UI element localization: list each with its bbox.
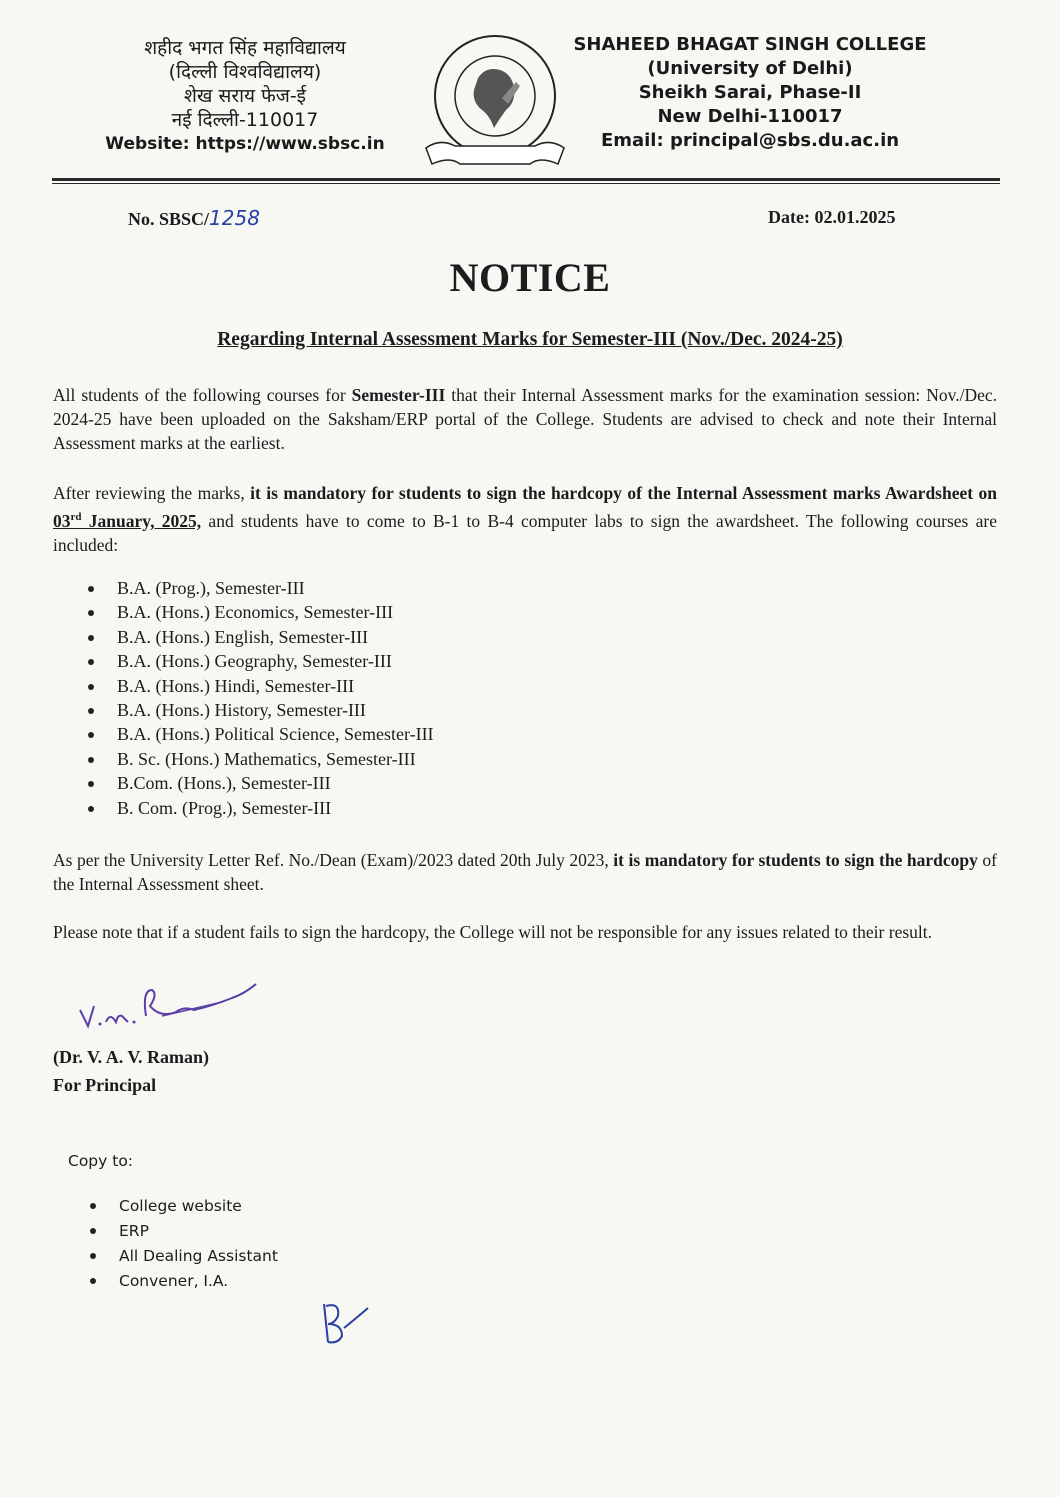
para2-date-suffix: rd: [70, 511, 82, 523]
para3-bold: it is mandatory for students to sign the hardcopy: [613, 850, 978, 870]
list-item: B.A. (Hons.) Hindi, Semester-III: [88, 674, 434, 698]
para2-date-day: 03: [53, 510, 71, 531]
para1-text-c: that their Internal Assessment marks for the examination session: Nov./Dec. 2024-25 have been uploaded on the Saksham/ERP portal of the College. Students are advised to check and note their Internal Assessment marks at the earliest.: [53, 385, 997, 453]
para1-bold: Semester-III: [351, 385, 446, 405]
list-item: B.A. (Prog.), Semester-III: [88, 576, 434, 600]
list-item: B. Sc. (Hons.) Mathematics, Semester-III: [88, 747, 434, 771]
para3-text-a: As per the University Letter Ref. No./Dean (Exam)/2023 dated 20th July 2023,: [53, 850, 614, 870]
paragraph-mandatory-sign: [53, 481, 997, 557]
college-city: New Delhi-110017: [657, 106, 843, 127]
list-item: B.A. (Hons.) History, Semester-III: [88, 698, 434, 722]
list-item: B.A. (Hons.) English, Semester-III: [88, 625, 434, 649]
list-item: B.A. (Hons.) Geography, Semester-III: [88, 649, 434, 673]
hindi-city: नई दिल्ली-110017: [171, 109, 319, 131]
hindi-address: शेख सराय फेज-ई: [183, 85, 307, 107]
college-email: Email: principal@sbs.du.ac.in: [600, 130, 900, 151]
paragraph-intro: [53, 383, 997, 455]
para2-date: [53, 511, 201, 531]
header-divider: [52, 178, 1000, 181]
logo-banner: [426, 142, 564, 164]
notice-date: Date: 02.01.2025: [768, 207, 896, 227]
para3-text-c: of the Internal Assessment sheet.: [53, 850, 997, 894]
course-list: [88, 576, 434, 820]
list-item: All Dealing Assistant: [90, 1244, 278, 1269]
paragraph-university-letter: [53, 848, 997, 896]
handwritten-signature: [72, 976, 272, 1046]
hindi-college-name: शहीद भगत सिंह महाविद्यालय: [144, 37, 346, 59]
copy-to-label: Copy to:: [68, 1152, 134, 1170]
list-item: ERP: [90, 1219, 278, 1244]
handwritten-reference: 1258: [209, 206, 260, 230]
reference-prefix: No. SBSC/: [128, 209, 210, 229]
list-item: College website: [90, 1194, 278, 1219]
list-item: B.A. (Hons.) Economics, Semester-III: [88, 600, 434, 624]
para2-date-rest: January, 2025,: [81, 510, 202, 531]
signatory-name: (Dr. V. A. V. Raman): [53, 1047, 210, 1067]
list-item: B.Com. (Hons.), Semester-III: [88, 771, 434, 795]
header-divider-thin: [52, 183, 1000, 184]
signatory-block: [53, 1043, 209, 1099]
list-item: B. Com. (Prog.), Semester-III: [88, 796, 434, 820]
college-address: Sheikh Sarai, Phase-II: [638, 82, 862, 103]
hindi-university: (दिल्ली विश्वविद्यालय): [168, 61, 322, 83]
notice-title: NOTICE: [449, 255, 611, 300]
signatory-designation: For Principal: [53, 1075, 157, 1095]
para2-text-a: After reviewing the marks,: [53, 483, 251, 503]
list-item: B.A. (Hons.) Political Science, Semester-III: [88, 722, 434, 746]
para2-bold: it is mandatory for students to sign the hardcopy of the Internal Assessment marks Awardsheet on: [250, 483, 997, 503]
list-item: Convener, I.A.: [90, 1269, 278, 1294]
handwritten-initials: [316, 1298, 376, 1348]
college-logo: [420, 28, 570, 178]
university-name: (University of Delhi): [647, 58, 853, 79]
notice-subject: Regarding Internal Assessment Marks for Semester-III (Nov./Dec. 2024-25): [217, 329, 843, 350]
copy-to-list: [90, 1194, 278, 1294]
letterhead-english: [565, 33, 935, 153]
reference-number: [128, 206, 260, 230]
para2-text-f: and students have to come to B-1 to B-4 computer labs to sign the awardsheet. The following courses are included:: [53, 510, 997, 555]
para1-text-a: All students of the following courses for: [53, 385, 352, 405]
paragraph-note: Please note that if a student fails to sign the hardcopy, the College will not be responsible for any issues related to their result.: [53, 922, 932, 942]
college-name: SHAHEED BHAGAT SINGH COLLEGE: [573, 34, 927, 55]
letterhead-hindi: [95, 36, 395, 156]
college-website: Website: https://www.sbsc.in: [105, 134, 385, 154]
